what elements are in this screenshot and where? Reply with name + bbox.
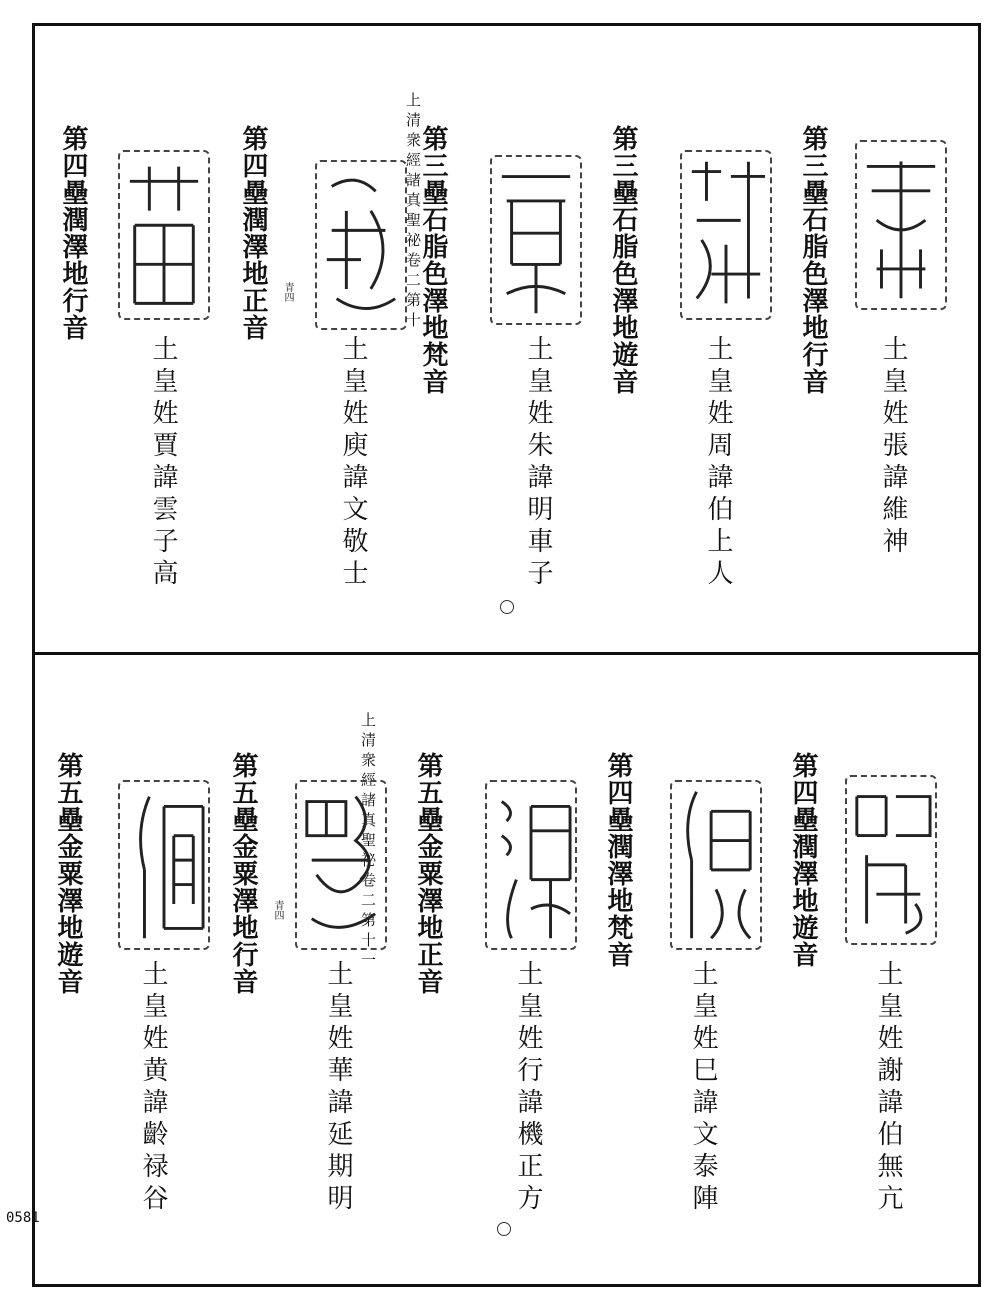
talisman-seal-icon [118,150,210,320]
entry-title: 第三壘石脂色澤地梵音 [418,125,448,395]
entry-title: 第三壘石脂色澤地遊音 [608,125,638,395]
entry-name: 土皇姓朱諱明車子 [523,335,553,591]
panel-divider [32,652,981,655]
circle-mark-icon [497,1222,511,1236]
top-header: 上清衆經諸真聖祕卷二第十 [404,92,422,332]
entry-title: 第四壘潤澤地正音 [238,125,268,341]
entry-title: 第三壘石脂色澤地行音 [798,125,828,395]
entry-name: 土皇姓華諱延期明 [323,960,353,1216]
talisman-seal-icon [670,780,762,950]
talisman-seal-icon [295,780,387,950]
entry-title: 第五壘金粟澤地遊音 [53,752,83,995]
entry-name: 土皇姓賈諱雲子高 [148,335,178,591]
entry-title: 第五壘金粟澤地行音 [228,752,258,995]
entry-title: 第五壘金粟澤地正音 [413,752,443,995]
talisman-seal-icon [855,140,947,310]
entry-name: 土皇姓巳諱文泰陣 [688,960,718,1216]
bottom-header: 上清衆經諸真聖祕卷二第十一 [359,712,377,972]
circle-mark-icon [500,600,514,614]
talisman-seal-icon [490,155,582,325]
entry-name: 土皇姓黄諱齡禄谷 [138,960,168,1216]
entry-title: 第四壘潤澤地梵音 [603,752,633,968]
talisman-seal-icon [680,150,772,320]
entry-name: 土皇姓張諱維神 [878,335,908,559]
entry-name: 土皇姓庾諱文敬士 [338,335,368,591]
talisman-seal-icon [315,160,407,330]
margin-note: 青四 [282,282,293,302]
entry-title: 第四壘潤澤地行音 [58,125,88,341]
entry-title: 第四壘潤澤地遊音 [788,752,818,968]
talisman-seal-icon [485,780,577,950]
talisman-seal-icon [118,780,210,950]
talisman-seal-icon [845,775,937,945]
entry-name: 土皇姓周諱伯上人 [703,335,733,591]
margin-note: 青四 [272,900,283,920]
page-number: 0581 [6,1210,40,1226]
entry-name: 土皇姓行諱機正方 [513,960,543,1216]
entry-name: 土皇姓謝諱伯無亢 [873,960,903,1216]
